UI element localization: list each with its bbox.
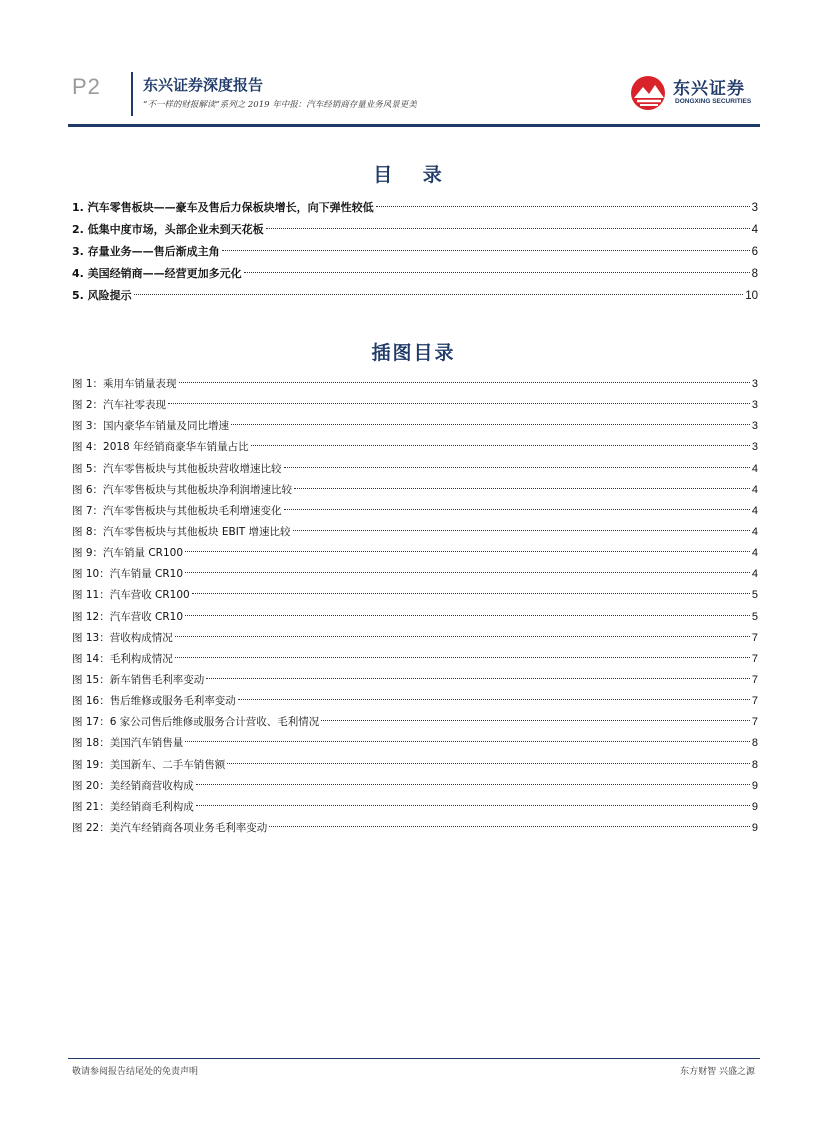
figure-entry-page: 7 bbox=[751, 716, 758, 729]
dot-leader bbox=[284, 467, 750, 468]
figure-entry-label: 图 15：新车销售毛利率变动 bbox=[72, 673, 205, 686]
figure-entry-label: 图 13：营收构成情况 bbox=[72, 631, 173, 644]
dot-leader bbox=[185, 572, 750, 573]
figure-entry[interactable] bbox=[72, 395, 758, 416]
figure-entry-label: 图 5：汽车零售板块与其他板块营收增速比较 bbox=[72, 462, 282, 475]
toc-entry-page: 6 bbox=[751, 246, 758, 258]
figure-entry[interactable] bbox=[72, 374, 758, 395]
dot-leader bbox=[321, 720, 750, 721]
figure-entry[interactable] bbox=[72, 628, 758, 649]
figure-entry-page: 8 bbox=[751, 758, 758, 771]
figure-entry[interactable] bbox=[72, 670, 758, 691]
toc-entry-page: 10 bbox=[745, 290, 758, 302]
figure-entry[interactable] bbox=[72, 564, 758, 585]
figure-entry-label: 图 10：汽车销量 CR10 bbox=[72, 568, 184, 581]
figure-entry-page: 3 bbox=[751, 420, 758, 433]
dot-leader bbox=[266, 228, 750, 229]
figure-entry[interactable] bbox=[72, 459, 758, 480]
dot-leader bbox=[185, 551, 750, 552]
company-logo bbox=[629, 74, 759, 112]
dot-leader bbox=[251, 445, 750, 446]
figure-entry-label: 图 2：汽车社零表现 bbox=[72, 399, 167, 412]
figure-entry-page: 7 bbox=[751, 673, 758, 686]
figure-entry-page: 7 bbox=[751, 695, 758, 708]
toc-entry-page: 8 bbox=[751, 268, 758, 280]
figure-entry[interactable] bbox=[72, 585, 758, 606]
figure-entry-label: 图 8：汽车零售板块与其他板块 EBIT 增速比较 bbox=[72, 525, 291, 538]
toc-entry[interactable] bbox=[72, 219, 758, 241]
figure-entry-page: 4 bbox=[751, 504, 758, 517]
figure-entry[interactable] bbox=[72, 818, 758, 839]
figure-entry-label: 图 9：汽车销量 CR100 bbox=[72, 547, 184, 560]
figure-list bbox=[72, 374, 758, 839]
figure-entry-page: 3 bbox=[751, 378, 758, 390]
dot-leader bbox=[244, 272, 750, 273]
figure-entry[interactable] bbox=[72, 649, 758, 670]
footer-slogan: 东方财智 兴盛之源 bbox=[680, 1067, 755, 1077]
dot-leader bbox=[284, 509, 750, 510]
figure-entry-label: 图 11：汽车营收 CR100 bbox=[72, 589, 190, 602]
figure-entry[interactable] bbox=[72, 437, 758, 458]
logo-emblem-icon bbox=[629, 74, 669, 112]
figure-entry-page: 4 bbox=[751, 568, 758, 581]
figure-entry-label: 图 14：毛利构成情况 bbox=[72, 652, 173, 665]
dot-leader bbox=[134, 294, 744, 295]
figure-entry[interactable] bbox=[72, 712, 758, 733]
figure-entry-label: 图 6：汽车零售板块与其他板块净利润增速比较 bbox=[72, 483, 293, 496]
dot-leader bbox=[206, 678, 750, 679]
figure-entry[interactable] bbox=[72, 501, 758, 522]
figure-entry-page: 4 bbox=[751, 525, 758, 538]
dot-leader bbox=[293, 530, 750, 531]
footer-disclaimer: 敬请参阅报告结尾处的免责声明 bbox=[72, 1067, 199, 1077]
report-title: 东兴证券深度报告 bbox=[143, 76, 264, 94]
dot-leader bbox=[294, 488, 750, 489]
figure-entry-label: 图 7：汽车零售板块与其他板块毛利增速变化 bbox=[72, 504, 282, 517]
logo-text: 东兴证券 bbox=[673, 79, 745, 99]
dot-leader bbox=[175, 657, 750, 658]
figure-entry-label: 图 19：美国新车、二手车销售额 bbox=[72, 758, 226, 771]
figure-entry-page: 7 bbox=[751, 652, 758, 665]
report-subtitle: “不一样的财报解读”系列之 2019 年中报：汽车经销商存量业务风景更美 bbox=[143, 100, 417, 110]
figure-entry-page: 9 bbox=[751, 800, 758, 813]
page-number: P2 bbox=[72, 74, 101, 99]
figure-entry-label: 图 17：6 家公司售后维修或服务合计营收、毛利情况 bbox=[72, 716, 320, 729]
figure-list-title: 插图目录 bbox=[371, 342, 456, 364]
dot-leader bbox=[168, 403, 750, 404]
dot-leader bbox=[179, 382, 750, 383]
figure-entry[interactable] bbox=[72, 797, 758, 818]
toc-entry[interactable] bbox=[72, 285, 758, 307]
figure-entry-page: 4 bbox=[751, 547, 758, 560]
dot-leader bbox=[185, 615, 750, 616]
figure-entry[interactable] bbox=[72, 416, 758, 437]
figure-entry-label: 图 20：美经销商营收构成 bbox=[72, 779, 194, 792]
figure-entry-label: 图 1：乘用车销量表现 bbox=[72, 378, 177, 390]
dot-leader bbox=[222, 250, 750, 251]
toc-entry-label: 2. 低集中度市场，头部企业未到天花板 bbox=[72, 223, 264, 236]
figure-entry[interactable] bbox=[72, 733, 758, 754]
figure-entry-label: 图 22：美汽车经销商各项业务毛利率变动 bbox=[72, 821, 268, 834]
figure-entry-label: 图 21：美经销商毛利构成 bbox=[72, 800, 194, 813]
figure-entry[interactable] bbox=[72, 480, 758, 501]
toc-title: 目 录 bbox=[373, 164, 454, 186]
figure-entry[interactable] bbox=[72, 607, 758, 628]
dot-leader bbox=[196, 784, 750, 785]
figure-entry[interactable] bbox=[72, 522, 758, 543]
dot-leader bbox=[196, 805, 750, 806]
figure-entry-page: 9 bbox=[751, 821, 758, 834]
figure-entry-label: 图 3：国内豪华车销量及同比增速 bbox=[72, 420, 230, 433]
toc-entry-label: 5. 风险提示 bbox=[72, 289, 132, 302]
figure-entry-label: 图 4：2018 年经销商豪华车销量占比 bbox=[72, 441, 249, 454]
dot-leader bbox=[238, 699, 750, 700]
figure-entry-label: 图 16：售后维修或服务毛利率变动 bbox=[72, 695, 236, 708]
dot-leader bbox=[185, 741, 750, 742]
toc-entry[interactable] bbox=[72, 197, 758, 219]
figure-entry-label: 图 12：汽车营收 CR10 bbox=[72, 610, 184, 623]
dot-leader bbox=[231, 424, 750, 425]
toc-entry[interactable] bbox=[72, 241, 758, 263]
figure-entry[interactable] bbox=[72, 755, 758, 776]
header-divider bbox=[131, 72, 133, 116]
toc-entry-label: 3. 存量业务——售后渐成主角 bbox=[72, 245, 220, 258]
figure-entry-page: 5 bbox=[751, 610, 758, 623]
toc-entry-label: 1. 汽车零售板块——豪车及售后力保板块增长，向下弹性较低 bbox=[72, 201, 374, 214]
dot-leader bbox=[269, 826, 750, 827]
footer-rule bbox=[68, 1058, 760, 1059]
figure-entry-page: 7 bbox=[751, 631, 758, 644]
dot-leader bbox=[192, 593, 750, 594]
toc-entry[interactable] bbox=[72, 263, 758, 285]
logo-english-text: DONGXING SECURITIES bbox=[675, 98, 752, 105]
figure-entry-page: 3 bbox=[751, 441, 758, 454]
figure-entry-page: 4 bbox=[751, 483, 758, 496]
figure-entry[interactable] bbox=[72, 776, 758, 797]
toc-entry-page: 4 bbox=[751, 224, 758, 236]
figure-entry-page: 4 bbox=[751, 462, 758, 475]
dot-leader bbox=[227, 763, 750, 764]
toc-list bbox=[72, 197, 758, 307]
figure-entry-page: 8 bbox=[751, 737, 758, 750]
toc-entry-page: 3 bbox=[751, 202, 758, 214]
figure-entry-page: 9 bbox=[751, 779, 758, 792]
dot-leader bbox=[376, 206, 750, 207]
dot-leader bbox=[175, 636, 750, 637]
header-rule bbox=[68, 124, 760, 127]
figure-entry-page: 3 bbox=[751, 399, 758, 412]
toc-entry-label: 4. 美国经销商——经营更加多元化 bbox=[72, 267, 242, 280]
figure-entry[interactable] bbox=[72, 543, 758, 564]
figure-entry[interactable] bbox=[72, 691, 758, 712]
figure-entry-label: 图 18：美国汽车销售量 bbox=[72, 737, 184, 750]
figure-entry-page: 5 bbox=[751, 589, 758, 602]
